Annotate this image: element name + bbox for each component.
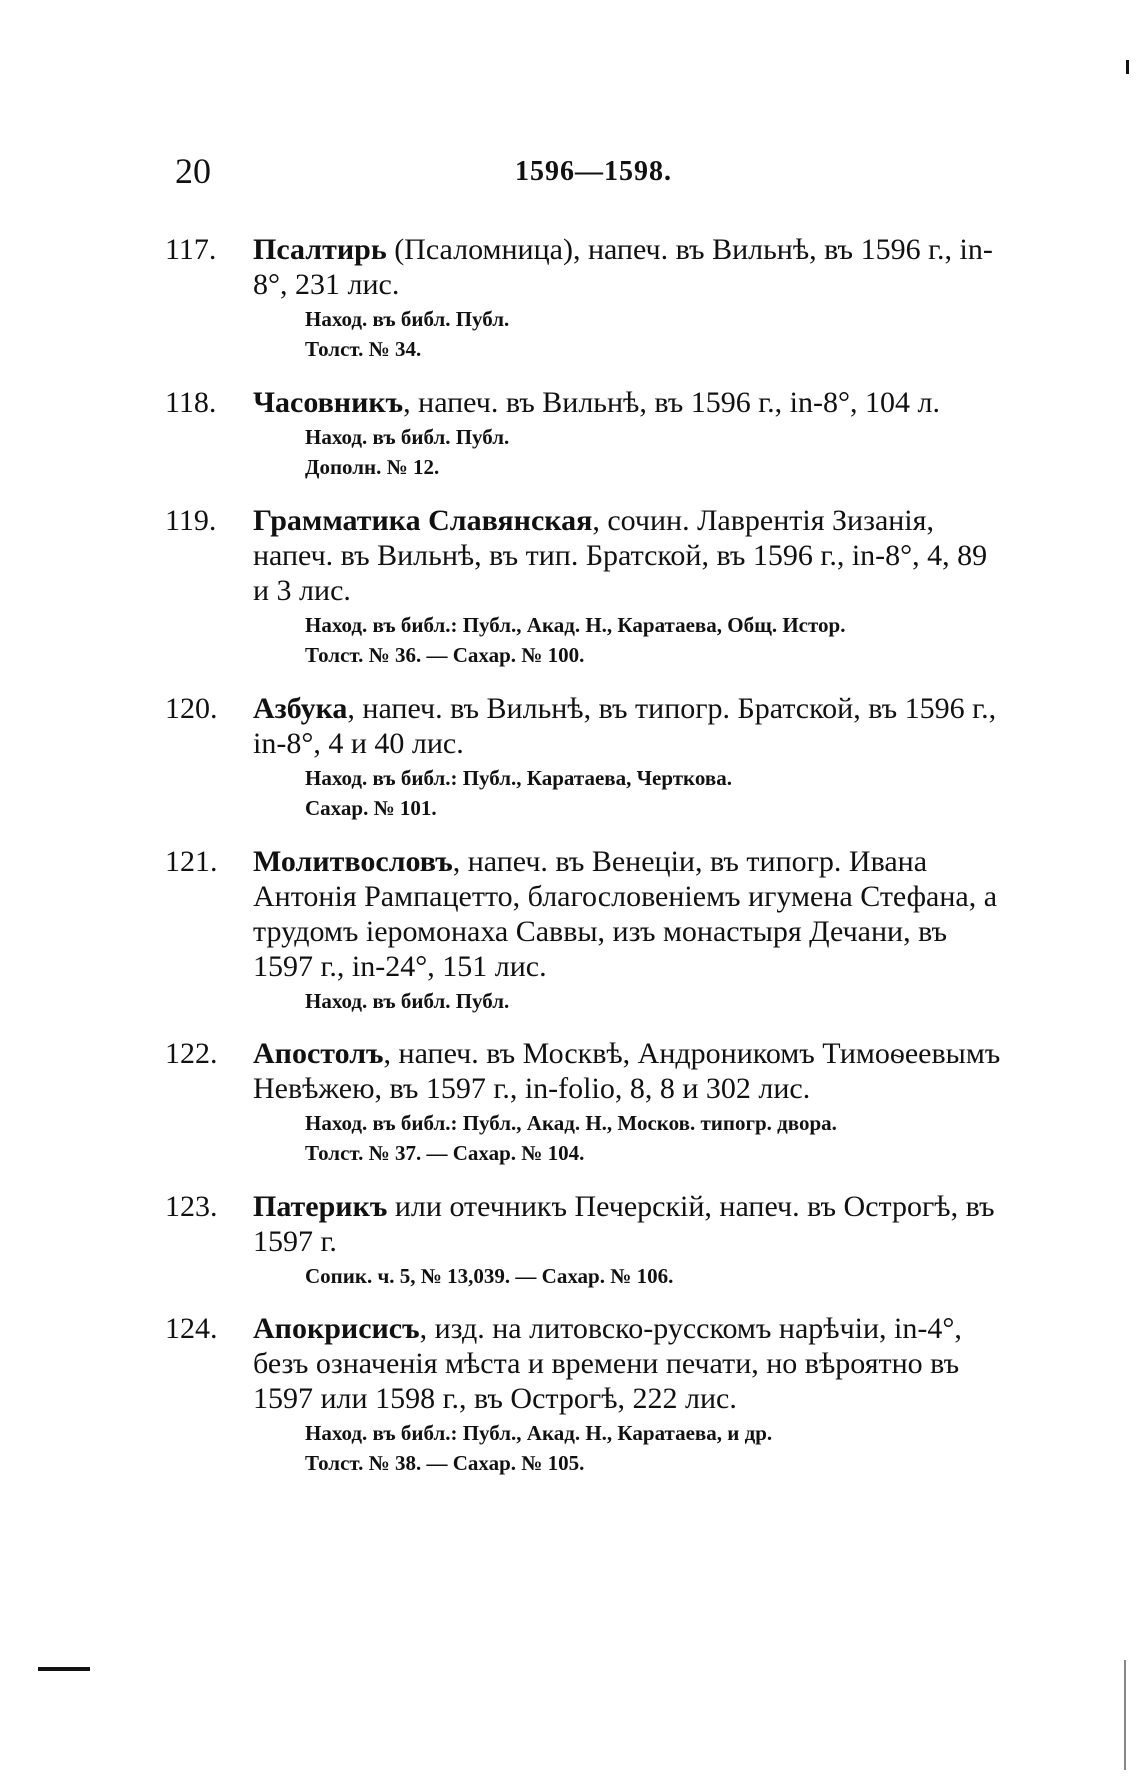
entry-description: или отечникъ Печерскій, напеч. въ Острогѣ, въ 1597 г. <box>253 1190 995 1258</box>
entry-references: Толст. № 36. — Сахар. № 100. <box>305 643 585 667</box>
entry-location: Сопик. ч. 5, № 13,039. — Сахар. № 106. <box>305 1264 674 1288</box>
entry-122 <box>165 1036 1010 1169</box>
entry-description: , напеч. въ Москвѣ, Андроникомъ Тимоѳеевымъ Невѣжею, въ 1597 г., in-folio, 8, 8 и 302 лис. <box>253 1037 1001 1105</box>
entry-title: Азбука <box>253 692 348 725</box>
entry-references: Толст. № 37. — Сахар. № 104. <box>305 1141 585 1165</box>
running-title: 1596—1598. <box>515 156 672 187</box>
entry-number: 124. <box>165 1312 218 1345</box>
entry-description: , напеч. въ Вильнѣ, въ 1596 г., in-8°, 104 л. <box>403 386 940 419</box>
entry-118 <box>165 385 1010 483</box>
entry-124 <box>165 1311 1010 1479</box>
entry-references: Толст. № 34. <box>305 337 422 361</box>
entry-description: , изд. на литовско-русскомъ нарѣчіи, in-4°, безъ означенія мѣста и времени печати, но вѣроятно въ 1597 или 1598 г., въ Острогѣ, 222 лис. <box>253 1312 962 1415</box>
entry-location: Наход. въ библ. Публ. <box>305 425 510 449</box>
entry-description: (Псаломница), напеч. въ Вильнѣ, въ 1596 г., in-8°, 231 лис. <box>253 233 993 301</box>
entry-number: 118. <box>165 386 217 419</box>
entry-description: , сочин. Лаврентія Зизанія, напеч. въ Вильнѣ, въ тип. Братской, въ 1596 г., in-8°, 4, 89 и 3 лис. <box>253 504 988 607</box>
page-number: 20 <box>175 151 211 191</box>
entry-title: Апостолъ <box>253 1037 384 1070</box>
entry-title: Патерикъ <box>253 1190 388 1223</box>
entry-title: Молитвословъ <box>253 845 453 878</box>
entry-121 <box>165 844 1010 1016</box>
entry-description: , напеч. въ Венеціи, въ типогр. Ивана Антонія Рампацетто, благословеніемъ игумена Стефана, а трудомъ іеромонаха Саввы, изъ монастыря Дечани, въ 1597 г., in-24°, 151 лис. <box>253 845 998 983</box>
entry-number: 121. <box>165 845 218 878</box>
entry-references: Сахар. № 101. <box>305 796 437 820</box>
entry-description: , напеч. въ Вильнѣ, въ типогр. Братской, въ 1596 г., in-8°, 4 и 40 лис. <box>253 692 997 760</box>
entry-title: Псалтирь <box>253 233 387 266</box>
entry-title: Грамматика Славянская <box>253 504 593 537</box>
entry-list <box>165 232 1010 1499</box>
scan-mark-bottom-left <box>38 1667 90 1671</box>
entry-number: 123. <box>165 1190 218 1223</box>
entry-location: Наход. въ библ. Публ. <box>305 307 510 331</box>
entry-location: Наход. въ библ.: Публ., Акад. Н., Москов. типогр. двора. <box>305 1111 837 1135</box>
entry-location: Наход. въ библ.: Публ., Каратаева, Черткова. <box>305 766 732 790</box>
entry-location: Наход. въ библ. Публ. <box>305 989 510 1013</box>
entry-number: 122. <box>165 1037 218 1070</box>
page-header <box>175 150 975 200</box>
entry-location: Наход. въ библ.: Публ., Акад. Н., Каратаева, и др. <box>305 1421 773 1445</box>
scan-mark-right-edge-lower <box>1124 1660 1126 1770</box>
entry-120 <box>165 691 1010 824</box>
entry-title: Часовникъ <box>253 386 404 419</box>
entry-references: Дополн. № 12. <box>305 455 440 479</box>
entry-references: Толст. № 38. — Сахар. № 105. <box>305 1451 585 1475</box>
scan-mark-right-edge <box>1126 60 1129 74</box>
entry-location: Наход. въ библ.: Публ., Акад. Н., Каратаева, Общ. Истор. <box>305 613 846 637</box>
entry-number: 119. <box>165 504 217 537</box>
entry-119 <box>165 503 1010 671</box>
entry-number: 120. <box>165 692 218 725</box>
entry-number: 117. <box>165 233 217 266</box>
entry-title: Апокрисисъ <box>253 1312 420 1345</box>
entry-123 <box>165 1189 1010 1291</box>
entry-117 <box>165 232 1010 365</box>
